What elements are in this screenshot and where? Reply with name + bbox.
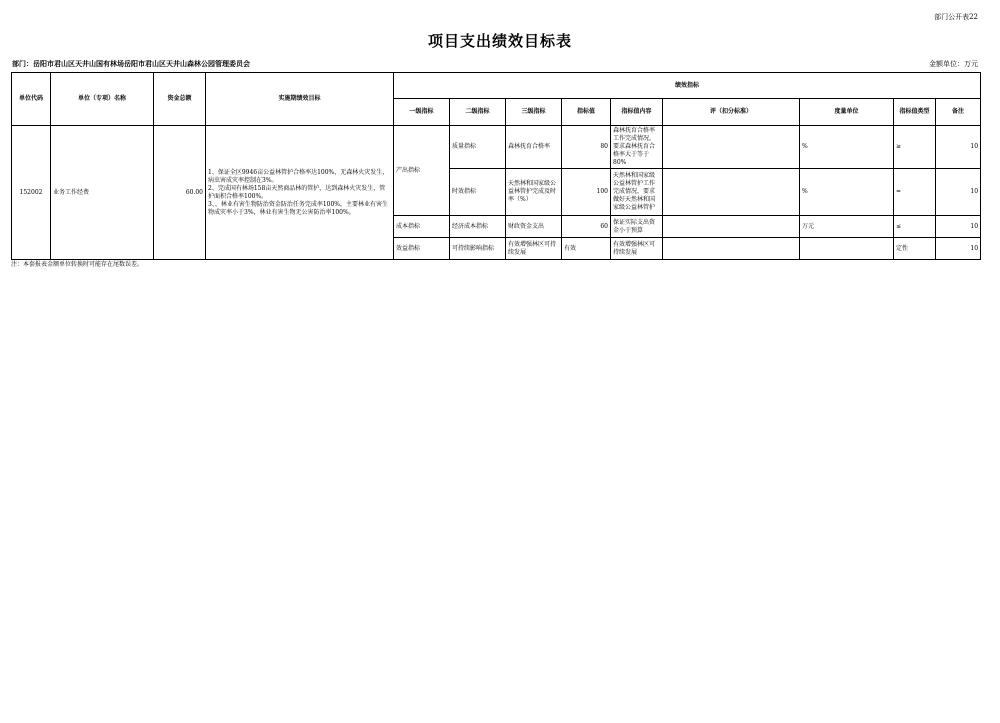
header-unit-code: 单位代码 xyxy=(12,73,51,126)
criteria-cell xyxy=(663,126,800,169)
level3-cell: 有效增强林区可持续发展 xyxy=(506,238,562,260)
fund-total-cell: 60.00 xyxy=(154,126,206,260)
header-fund-total: 资金总额 xyxy=(154,73,206,126)
level1-cell: 成本指标 xyxy=(394,216,450,238)
header-period-goal: 实施期绩效目标 xyxy=(206,73,394,126)
amount-unit-label: 金额单位：万元 xyxy=(929,60,978,68)
level2-cell: 质量指标 xyxy=(450,126,506,169)
header-level3: 三级指标 xyxy=(506,99,562,126)
goal-cell: 1、保证全区9946亩公益林管护合格率达100%，无森林火灾发生，病虫害成灾率控制在3%。 2、完成国有林场158亩天然商品林的管护，达到森林火灾发生，管护面积合格率100%。 3、、林业有害生物防治资金防治任务完成率100%，主要林业有害生物成灾率小于3%，林业有害生物无公害防治率100%。 xyxy=(206,126,394,260)
header-value: 指标值 xyxy=(562,99,611,126)
unit-name-cell: 业务工作经费 xyxy=(51,126,154,260)
value-cell: 80 xyxy=(562,126,611,169)
remark-cell: 10 xyxy=(936,238,981,260)
value-type-cell: = xyxy=(894,169,936,216)
content-cell: 天然林和国家级公益林管护工作完成情况，要求做好天然林和国家级公益林管护 xyxy=(611,169,663,216)
criteria-cell xyxy=(663,238,800,260)
level3-cell: 森林抚育合格率 xyxy=(506,126,562,169)
header-content: 指标值内容 xyxy=(611,99,663,126)
content-cell: 森林抚育合格率工作完成情况，要求森林抚育合格率大于等于80% xyxy=(611,126,663,169)
department-label: 部门：岳阳市君山区天井山国有林场岳阳市君山区天井山森林公园管理委员会 xyxy=(12,59,250,68)
remark-cell: 10 xyxy=(936,126,981,169)
measure-unit-cell: % xyxy=(800,169,894,216)
content-cell: 保证实际支出资金小于预算 xyxy=(611,216,663,238)
value-type-cell: 定性 xyxy=(894,238,936,260)
criteria-cell xyxy=(663,216,800,238)
footnote: 注：本套报表金额单位转换时可能存在尾数误差。 xyxy=(11,261,144,268)
level1-cell: 产出指标 xyxy=(394,126,450,216)
table-row xyxy=(12,126,981,169)
performance-table xyxy=(11,72,981,260)
header-criteria: 评（扣分标准） xyxy=(663,99,800,126)
page-title: 项目支出绩效目标表 xyxy=(427,32,572,50)
header-measure-unit: 度量单位 xyxy=(800,99,894,126)
remark-cell: 10 xyxy=(936,169,981,216)
header-unit-name: 单位（专项）名称 xyxy=(51,73,154,126)
form-number: 部门公开表22 xyxy=(934,13,978,21)
header-remark: 备注 xyxy=(936,99,981,126)
value-cell: 60 xyxy=(562,216,611,238)
level3-cell: 财政资金支出 xyxy=(506,216,562,238)
level2-cell: 可持续影响指标 xyxy=(450,238,506,260)
content-cell: 有效增强林区可持续发展 xyxy=(611,238,663,260)
level2-cell: 经济成本指标 xyxy=(450,216,506,238)
header-indicators: 绩效指标 xyxy=(394,73,981,99)
header-value-type: 指标值类型 xyxy=(894,99,936,126)
measure-unit-cell xyxy=(800,238,894,260)
header-level1: 一级指标 xyxy=(394,99,450,126)
criteria-cell xyxy=(663,169,800,216)
measure-unit-cell: % xyxy=(800,126,894,169)
value-cell: 有效 xyxy=(562,238,611,260)
level1-cell: 效益指标 xyxy=(394,238,450,260)
unit-code-cell: 152002 xyxy=(12,126,51,260)
value-cell: 100 xyxy=(562,169,611,216)
value-type-cell: ≤ xyxy=(894,216,936,238)
measure-unit-cell: 万元 xyxy=(800,216,894,238)
remark-cell: 10 xyxy=(936,216,981,238)
level2-cell: 时效指标 xyxy=(450,169,506,216)
level3-cell: 天然林和国家级公益林管护完成及时率（%） xyxy=(506,169,562,216)
header-level2: 二级指标 xyxy=(450,99,506,126)
value-type-cell: ≥ xyxy=(894,126,936,169)
